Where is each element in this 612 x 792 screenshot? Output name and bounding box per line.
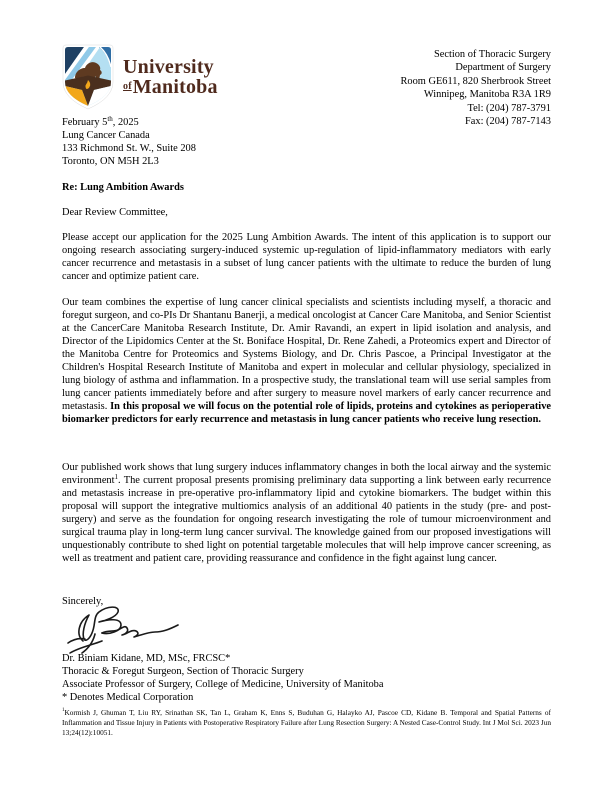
paragraph-2-bold: In this proposal we will focus on the potential role of lipids, proteins and cytokines as perioperative biomarker predictors for early recurrence and metastasis in lung cancer patients who receive lung resection. xyxy=(62,401,552,425)
sender-address-line: Section of Thoracic Surgery xyxy=(433,49,551,60)
wordmark-manitoba: Manitoba xyxy=(132,76,218,98)
subject-line: Re: Lung Ambition Awards xyxy=(62,182,184,193)
paragraph-3-text: Our published work shows that lung surgery induces inflammatory changes in both the local airway and the systemic environment xyxy=(62,462,551,486)
footnote-number: 1 xyxy=(62,708,65,713)
sender-address-line: Winnipeg, Manitoba R3A 1R9 xyxy=(423,89,551,101)
paragraph-1: Please accept our application for the 2025 Lung Ambition Awards. The intent of this application is to support our ongoing research associating surgery-induced systemic up-regulation of lipid-inflammatory mediators with early cancer recurrence and metastasis in a subset of lung cancer patients with the ultimate to reduce the burden of lung cancer and optimize patient care. xyxy=(62,232,551,282)
signature-stroke xyxy=(102,625,178,637)
footnote xyxy=(62,708,551,737)
recipient-line: 133 Richmond St. W., Suite 208 xyxy=(62,143,196,154)
sender-phone-line: Tel: (204) 787-3791 xyxy=(467,102,551,114)
footnote-ref-marker: 1 xyxy=(114,473,119,481)
date-ordinal: th xyxy=(107,115,113,123)
signer-block xyxy=(62,652,551,704)
valediction: Sincerely, xyxy=(62,596,104,607)
paragraph-3 xyxy=(62,461,551,565)
sender-address-line: Room GE611, 820 Sherbrook Street xyxy=(400,75,551,87)
signature-stroke xyxy=(79,607,121,641)
signer-name: Dr. Biniam Kidane, MD, MSc, FRCSC* xyxy=(62,653,231,664)
signer-title: Associate Professor of Surgery, College of Medicine, University of Manitoba xyxy=(62,679,384,690)
recipient-line: Lung Cancer Canada xyxy=(62,130,150,141)
letter-date xyxy=(62,116,551,129)
signer-title: Thoracic & Foregut Surgeon, Section of Thoracic Surgery xyxy=(62,666,304,677)
date-recipient-block xyxy=(62,116,551,168)
wordmark-line1: University xyxy=(123,56,214,78)
university-of-manitoba-logo xyxy=(62,44,218,110)
date-main: February 5 xyxy=(62,117,108,128)
date-year: , 2025 xyxy=(112,117,139,128)
paragraph-2 xyxy=(62,296,551,426)
wordmark-line2 xyxy=(123,77,218,97)
uofm-wordmark xyxy=(123,57,218,97)
footnote-text: Kormish J, Ghuman T, Liu RY, Srinathan SK, Tan L, Graham K, Enns S, Buduhan G, Halayko AJ, Pascoe CD, Kidane B. Temporal and Spatial Patterns of Inflammation and Tissue Injury in Patients with Postoperative Respiratory Failure after Lung Resection Surgery: A Nested Case-Control Study. Int J Mol Sci. 2023 Jun 13;24(12):10051. xyxy=(62,708,551,737)
paragraph-3-text: . The current proposal presents promising preliminary data supporting a link between early recurrence and metastasis increase in pre-operative pro-inflammatory lipid and cytokine biomarkers. The budget within this proposal will support the integrative multiomics analysis of an additional 40 patients in the study (pre- and post-surgery) and serve as the foundation for ongoing research investigating the role of tumour microenvironment and surgical trauma play in long-term lung cancer survival. The knowledge gained from our proposed investigations will unquestionably contribute to shed light on potential targetable molecules that will help improve cancer screening, as well as treatment and patient care, providing reassurance and confidence in the fight against lung cancer. xyxy=(62,475,551,564)
signer-note: * Denotes Medical Corporation xyxy=(62,692,194,703)
salutation: Dear Review Committee, xyxy=(62,207,168,218)
wordmark-of: of xyxy=(123,81,132,92)
sender-address-line: Department of Surgery xyxy=(455,62,551,74)
recipient-line: Toronto, ON M5H 2L3 xyxy=(62,156,159,167)
sender-fax-line: Fax: (204) 787-7143 xyxy=(464,116,551,128)
paragraph-2-normal: Our team combines the expertise of lung cancer clinical specialists and scientists including myself, a thoracic and foregut surgeon, and co-PIs Dr Shantanu Banerji, a medical oncologist at Cancer Care Manitoba, and Senior Scientist at the CancerCare Manitoba Research Institute, Dr. Amir Ravandi, an expert in lipid isolation and analysis, and Director of the Lipidomics Center at the St. Boniface Hospital, Dr. Rene Zahedi, a Proteomics expert and Director of the Manitoba Centre for Proteomics and Systems Biology, and Dr. Chris Pascoe, a Principal Investigator at the Children's Hospital Research Institute of Manitoba and expert in molecular and cellular physiology, specialized in lung biology of asthma and inflammation. In a prospective study, the translational team will use serial samples from lung cancer patients immediately before and after surgery to measure novel markers of early cancer recurrence and metastasis. xyxy=(62,297,551,412)
handwritten-signature xyxy=(64,604,196,658)
uofm-shield-icon xyxy=(62,44,114,110)
